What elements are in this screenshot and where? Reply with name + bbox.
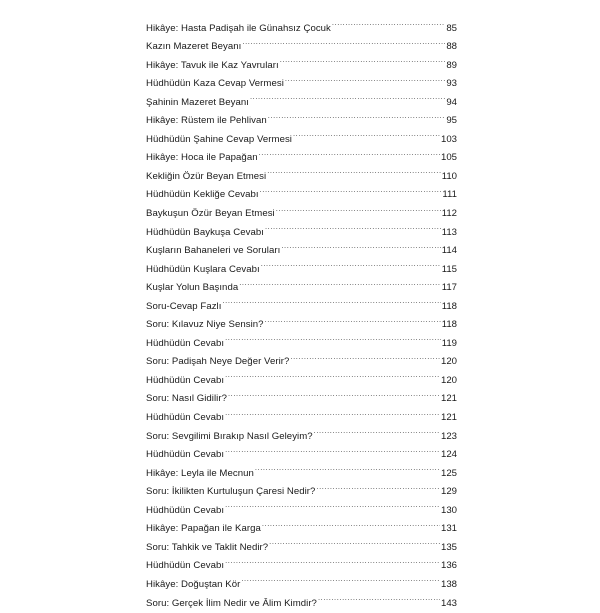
toc-row: [146, 12, 457, 31]
toc-entry-title: Kuşlar Yolun Başında: [146, 279, 238, 298]
toc-page-number: 95: [446, 112, 457, 131]
toc-page-number: 120: [441, 372, 457, 391]
toc-entry-title: Hüdhüdün Kekliğe Cevabı: [146, 186, 259, 205]
dot-leader: [316, 476, 440, 495]
toc-entry-title: Hüdhüdün Cevabı: [146, 557, 224, 576]
toc-entry-title: Kekliğin Özür Beyan Etmesi: [146, 168, 266, 187]
toc-page-number: 121: [441, 409, 457, 428]
toc-entry-title: Hüdhüdün Şahine Cevap Vermesi: [146, 131, 292, 150]
toc-page-number: 111: [442, 186, 457, 205]
table-of-contents: [146, 12, 457, 606]
toc-page-number: 88: [446, 38, 457, 57]
dot-leader: [255, 457, 440, 476]
toc-page-number: 138: [441, 576, 457, 595]
toc-page-number: 110: [442, 168, 457, 187]
toc-page-number: 143: [441, 595, 457, 613]
toc-page-number: 93: [446, 75, 457, 94]
toc-page-number: 105: [441, 149, 457, 168]
toc-entry-title: Hikâye: Hasta Padişah ile Günahsız Çocuk: [146, 20, 331, 39]
toc-entry-title: Soru-Cevap Fazlı: [146, 298, 221, 317]
toc-entry-title: Hüdhüdün Kuşlara Cevabı: [146, 261, 260, 280]
toc-page-number: 113: [442, 224, 457, 243]
dot-leader: [318, 587, 440, 606]
toc-entry-title: Hüdhüdün Cevabı: [146, 446, 224, 465]
dot-leader: [262, 513, 440, 532]
toc-entry-title: Kazın Mazeret Beyanı: [146, 38, 241, 57]
toc-entry-title: Hüdhüdün Cevabı: [146, 335, 224, 354]
toc-page-number: 118: [442, 298, 457, 317]
dot-leader: [225, 439, 440, 458]
toc-entry-title: Soru: Kılavuz Niye Sensin?: [146, 316, 264, 335]
toc-entry-title: Şahinin Mazeret Beyanı: [146, 94, 249, 113]
dot-leader: [225, 494, 440, 513]
dot-leader: [290, 346, 440, 365]
dot-leader: [261, 253, 441, 272]
toc-entry-title: Hüdhüdün Baykuşa Cevabı: [146, 224, 264, 243]
toc-entry-title: Kuşların Bahaneleri ve Soruları: [146, 242, 280, 261]
dot-leader: [228, 383, 440, 402]
toc-page-number: 117: [442, 279, 457, 298]
dot-leader: [259, 142, 440, 161]
dot-leader: [225, 550, 440, 569]
toc-page-number: 120: [441, 353, 457, 372]
toc-entry-title: Soru: Tahkik ve Taklit Nedir?: [146, 539, 268, 558]
toc-page-number: 136: [441, 557, 457, 576]
dot-leader: [250, 86, 445, 105]
dot-leader: [268, 105, 446, 124]
toc-page-number: 89: [446, 57, 457, 76]
dot-leader: [239, 272, 440, 291]
dot-leader: [242, 31, 445, 50]
toc-entry-title: Hikâye: Leyla ile Mecnun: [146, 465, 254, 484]
toc-entry-title: Hikâye: Doğuştan Kör: [146, 576, 240, 595]
dot-leader: [332, 12, 445, 31]
dot-leader: [265, 309, 441, 328]
toc-page-number: 103: [441, 131, 457, 150]
toc-entry-title: Hikâye: Rüstem ile Pehlivan: [146, 112, 267, 131]
dot-leader: [241, 568, 440, 587]
toc-page-number: 118: [442, 316, 457, 335]
toc-entry-title: Soru: Nasıl Gidilir?: [146, 390, 227, 409]
toc-entry-title: Baykuşun Özür Beyan Etmesi: [146, 205, 275, 224]
toc-page-number: 115: [442, 261, 457, 280]
toc-page-number: 112: [442, 205, 457, 224]
toc-entry-title: Hüdhüdün Cevabı: [146, 409, 224, 428]
toc-page-number: 135: [441, 539, 457, 558]
toc-page-number: 125: [441, 465, 457, 484]
dot-leader: [293, 123, 440, 142]
dot-leader: [265, 216, 441, 235]
toc-page-number: 94: [446, 94, 457, 113]
dot-leader: [314, 420, 440, 439]
dot-leader: [225, 364, 440, 383]
dot-leader: [225, 327, 441, 346]
dot-leader: [260, 179, 442, 198]
toc-page-number: 129: [441, 483, 457, 502]
toc-page-number: 130: [441, 502, 457, 521]
toc-page-number: 119: [442, 335, 457, 354]
toc-entry-title: Hikâye: Papağan ile Karga: [146, 520, 261, 539]
dot-leader: [276, 197, 441, 216]
toc-page-number: 114: [442, 242, 457, 261]
toc-page-number: 121: [441, 390, 457, 409]
toc-entry-title: Hikâye: Hoca ile Papağan: [146, 149, 258, 168]
toc-entry-title: Hikâye: Tavuk ile Kaz Yavruları: [146, 57, 279, 76]
dot-leader: [267, 160, 440, 179]
dot-leader: [225, 401, 440, 420]
toc-entry-title: Hüdhüdün Cevabı: [146, 372, 224, 391]
dot-leader: [280, 49, 446, 68]
toc-page-number: 124: [441, 446, 457, 465]
toc-entry-title: Soru: Gerçek İlim Nedir ve Âlim Kimdir?: [146, 595, 317, 613]
toc-page-number: 123: [441, 428, 457, 447]
toc-entry-title: Hüdhüdün Cevabı: [146, 502, 224, 521]
toc-entry-title: Soru: İkilikten Kurtuluşun Çaresi Nedir?: [146, 483, 315, 502]
toc-entry-title: Hüdhüdün Kaza Cevap Vermesi: [146, 75, 284, 94]
dot-leader: [285, 68, 445, 87]
toc-entry-title: Soru: Sevgilimi Bırakıp Nasıl Geleyim?: [146, 428, 313, 447]
dot-leader: [222, 290, 440, 309]
toc-page-number: 131: [441, 520, 457, 539]
toc-page-number: 85: [446, 20, 457, 39]
dot-leader: [269, 531, 440, 550]
dot-leader: [281, 235, 440, 254]
toc-entry-title: Soru: Padişah Neye Değer Verir?: [146, 353, 289, 372]
